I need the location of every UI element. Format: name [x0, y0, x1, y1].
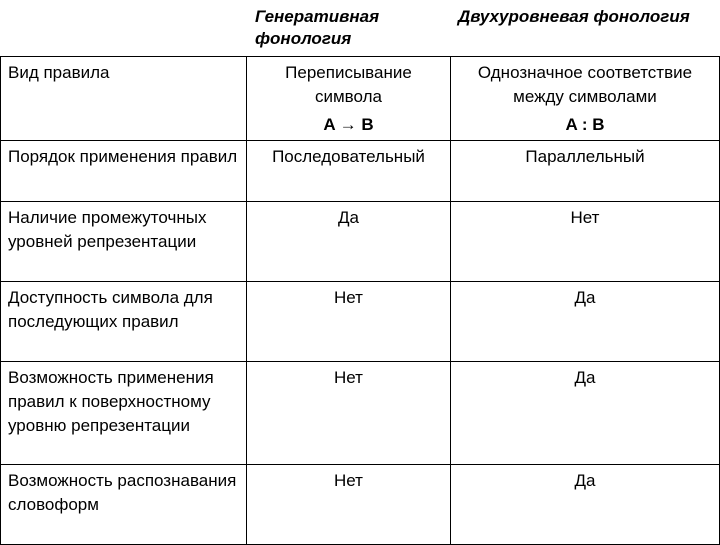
- header-generative: Генеративная фонология: [255, 7, 380, 48]
- table-row: [1, 362, 720, 465]
- cell-text: Переписывание символа: [285, 63, 412, 106]
- cell-generative: [247, 57, 451, 141]
- cell-generative: Последовательный: [247, 141, 451, 202]
- row-label: Вид правила: [1, 57, 247, 141]
- rule-formula: A : B: [565, 115, 605, 134]
- comparison-table: [0, 56, 720, 545]
- cell-generative: Да: [247, 202, 451, 282]
- row-label: Порядок применения правил: [1, 141, 247, 202]
- cell-generative: Нет: [247, 362, 451, 465]
- cell-two-level: Параллельный: [451, 141, 720, 202]
- table-row: [1, 465, 720, 545]
- cell-two-level: Да: [451, 282, 720, 362]
- cell-two-level: Да: [451, 465, 720, 545]
- row-label: Возможность распознавания словоформ: [1, 465, 247, 545]
- table-row: [1, 57, 720, 141]
- cell-two-level: Нет: [451, 202, 720, 282]
- row-label: Возможность применения правил к поверхностному уровню репрезентации: [1, 362, 247, 465]
- row-label: Доступность символа для последующих правил: [1, 282, 247, 362]
- table-row: [1, 141, 720, 202]
- cell-text: Однозначное соответствие между символами: [477, 63, 693, 106]
- cell-two-level: Да: [451, 362, 720, 465]
- table-row: [1, 202, 720, 282]
- header-two-level: Двухуровневая фонология: [458, 7, 690, 26]
- table-row: [1, 282, 720, 362]
- rule-formula: A → B: [323, 115, 374, 134]
- cell-generative: Нет: [247, 282, 451, 362]
- row-label: Наличие промежуточных уровней репрезентации: [1, 202, 247, 282]
- cell-generative: Нет: [247, 465, 451, 545]
- cell-two-level: [451, 57, 720, 141]
